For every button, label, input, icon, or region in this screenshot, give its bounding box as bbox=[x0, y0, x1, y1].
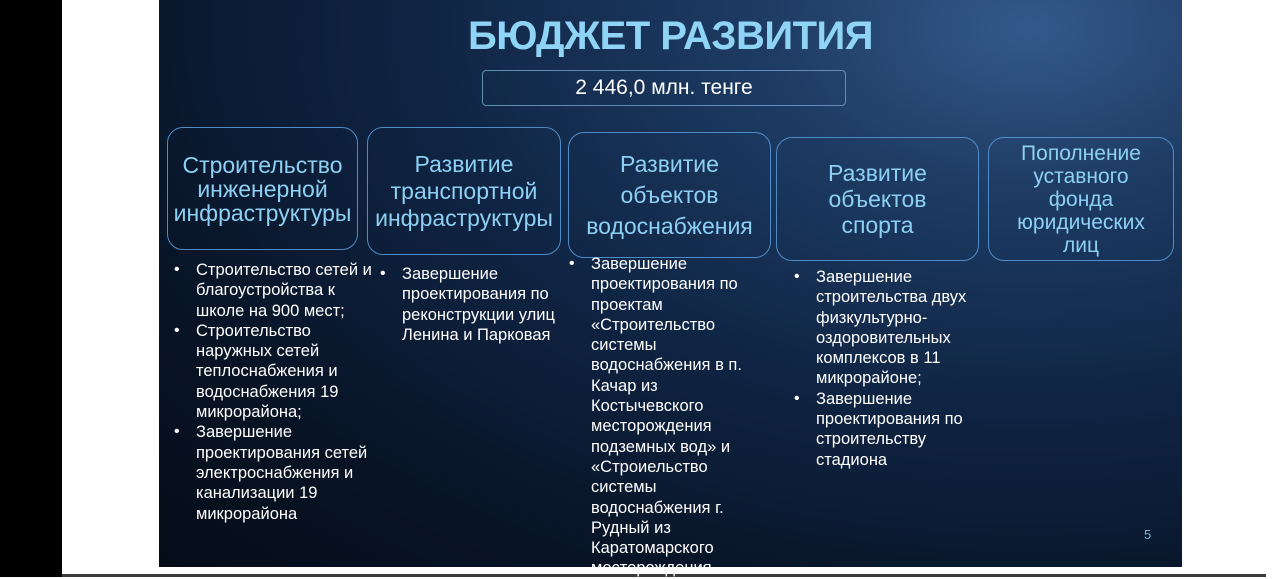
list-item: • Завершение проектирования сетей электроснабжения и канализации 19 микрорайона bbox=[168, 422, 373, 523]
list-item: • Строительство сетей и благоустройства к школе на 900 мест; bbox=[168, 260, 373, 321]
presentation-slide bbox=[159, 0, 1182, 578]
category-authorized-capital bbox=[988, 137, 1174, 261]
category-label: Строительство инженерной инфраструктуры bbox=[173, 151, 352, 226]
list-item: • Завершение проектирования по проектам «Строительство системы водоснабжения в п. Качар из Костычевского месторождения подземных вод» и «Строиельство системы водоснабжения г. Рудный из Каратомарского месторождения bbox=[563, 254, 753, 579]
bullets-sports bbox=[788, 267, 978, 470]
bullets-transport bbox=[374, 264, 574, 345]
right-margin bbox=[1266, 0, 1280, 577]
category-label: Пополнение уставного фонда юридических лиц bbox=[1017, 141, 1145, 257]
category-label: Развитие объектов водоснабжения bbox=[586, 150, 753, 239]
left-black-bar bbox=[0, 0, 62, 577]
category-sports-facilities bbox=[776, 137, 979, 261]
bullets-water-supply bbox=[563, 254, 753, 579]
category-water-supply bbox=[568, 132, 771, 258]
category-label: Развитие объектов спорта bbox=[828, 160, 927, 238]
category-transport-infrastructure bbox=[367, 127, 561, 255]
budget-total-box: 2 446,0 млн. тенге bbox=[482, 70, 846, 106]
list-item: • Завершение строительства двух физкультурно-оздоровительных комплексов в 11 микрорайоне; bbox=[788, 267, 978, 389]
list-item: • Завершение проектирования по строительству стадиона bbox=[788, 389, 978, 470]
slide-number: 5 bbox=[1144, 527, 1152, 542]
category-engineering-infrastructure bbox=[167, 127, 358, 250]
slide-title: БЮДЖЕТ РАЗВИТИЯ bbox=[467, 14, 874, 58]
category-label: Развитие транспортной инфраструктуры bbox=[375, 150, 553, 231]
list-item: • Завершение проектирования по реконструкции улиц Ленина и Парковая bbox=[374, 264, 574, 345]
list-item: • Строительство наружных сетей теплоснабжения и водоснабжения 19 микрорайона; bbox=[168, 321, 373, 422]
bullets-engineering bbox=[168, 260, 373, 524]
